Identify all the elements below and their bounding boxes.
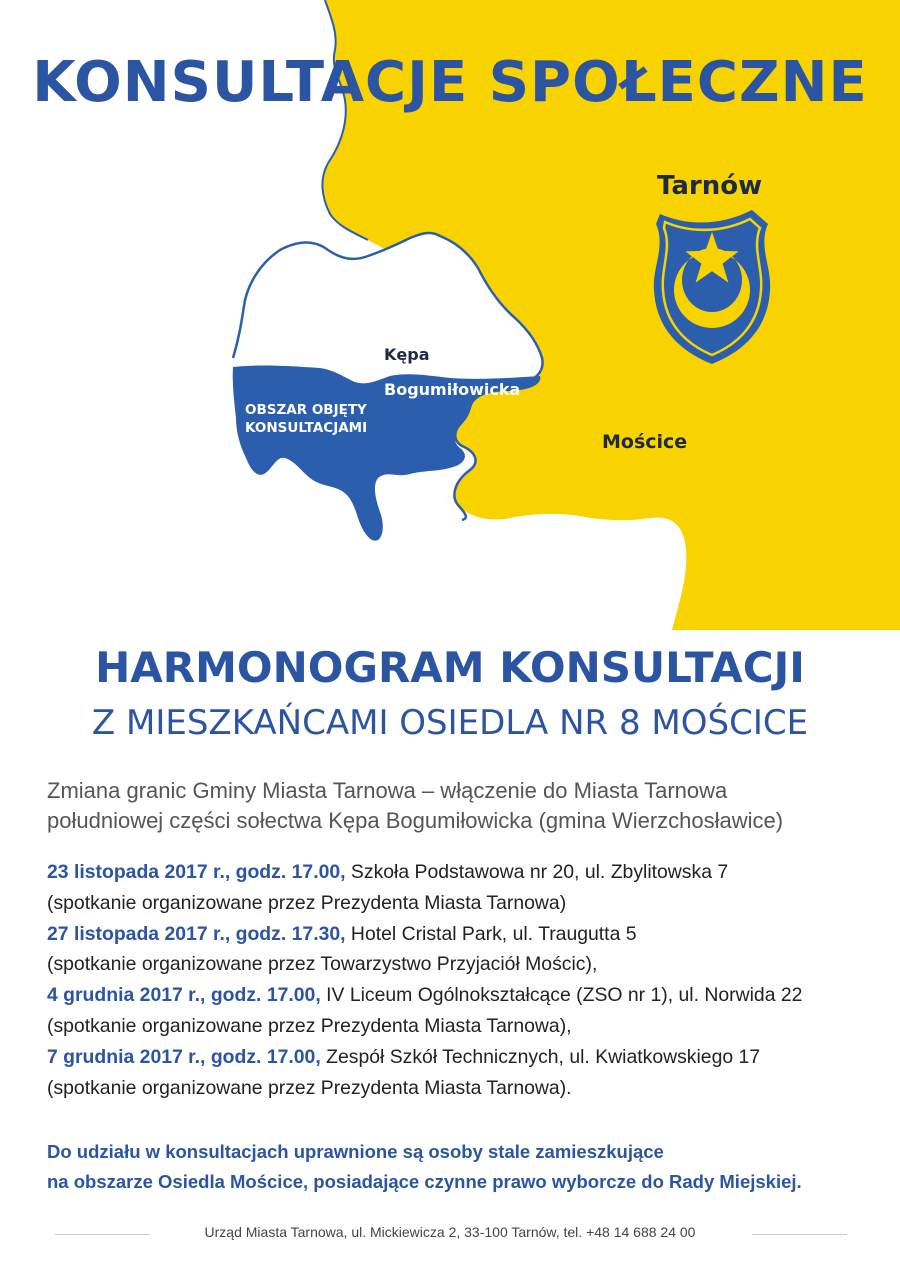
notice-line-2: na obszarze Osiedla Mościce, posiadające czynne prawo wyborcze do Rady Miejskiej.: [47, 1171, 802, 1192]
meeting-organizer: (spotkanie organizowane przez Prezydenta Miasta Tarnowa),: [47, 1014, 572, 1037]
meeting-item: [47, 1042, 892, 1104]
consultation-zone-label-line1: OBSZAR OBJĘTY: [245, 402, 367, 418]
page-title: KONSULTACJE SPOŁECZNE: [32, 50, 868, 115]
meeting-organizer: (spotkanie organizowane przez Towarzystwo Przyjaciół Mościc),: [47, 953, 598, 976]
meeting-place: Hotel Cristal Park, ul. Traugutta 5: [345, 922, 637, 945]
meeting-item: [47, 857, 892, 919]
meeting-organizer: (spotkanie organizowane przez Prezydenta Miasta Tarnowa).: [47, 1076, 572, 1099]
footer-contact: Urząd Miasta Tarnowa, ul. Mickiewicza 2, 33-100 Tarnów, tel. +48 14 688 24 00: [204, 1224, 696, 1240]
schedule-heading: HARMONOGRAM KONSULTACJI: [95, 643, 805, 692]
bogumilowicka-label: Bogumiłowicka: [384, 380, 521, 399]
meeting-date: 27 listopada 2017 r., godz. 17.30,: [47, 922, 346, 945]
consultation-subject: [47, 776, 887, 836]
meeting-item: [47, 980, 892, 1042]
meeting-item: [47, 919, 892, 981]
city-name-label: Tarnów: [657, 171, 763, 201]
meeting-place: Szkoła Podstawowa nr 20, ul. Zbylitowska 7: [345, 861, 729, 883]
meeting-organizer: (spotkanie organizowane przez Prezydenta Miasta Tarnowa): [47, 891, 567, 914]
consultation-zone-label-line2: KONSULTACJAMI: [245, 420, 368, 436]
meeting-date: 7 grudnia 2017 r., godz. 17.00,: [47, 1045, 321, 1068]
subject-line-1: Zmiana granic Gminy Miasta Tarnowa – włączenie do Miasta Tarnowa: [47, 778, 728, 803]
subject-line-2: południowej części sołectwa Kępa Bogumiłowicka (gmina Wierzchosławice): [47, 808, 784, 833]
kepa-label: Kępa: [384, 345, 430, 364]
meeting-date: 23 listopada 2017 r., godz. 17.00,: [47, 861, 346, 883]
meetings-list: [47, 857, 892, 1103]
eligibility-notice: [47, 1137, 892, 1197]
meeting-date: 4 grudnia 2017 r., godz. 17.00,: [47, 984, 321, 1007]
meeting-place: Zespół Szkół Technicznych, ul. Kwiatkowskiego 17: [320, 1045, 761, 1068]
schedule-subheading: Z MIESZKAŃCAMI OSIEDLA NR 8 MOŚCICE: [91, 703, 809, 743]
moscice-label: Mościce: [602, 431, 688, 453]
meeting-place: IV Liceum Ogólnokształcące (ZSO nr 1), ul. Norwida 22: [320, 984, 803, 1007]
notice-line-1: Do udziału w konsultacjach uprawnione są osoby stale zamieszkujące: [47, 1141, 664, 1162]
